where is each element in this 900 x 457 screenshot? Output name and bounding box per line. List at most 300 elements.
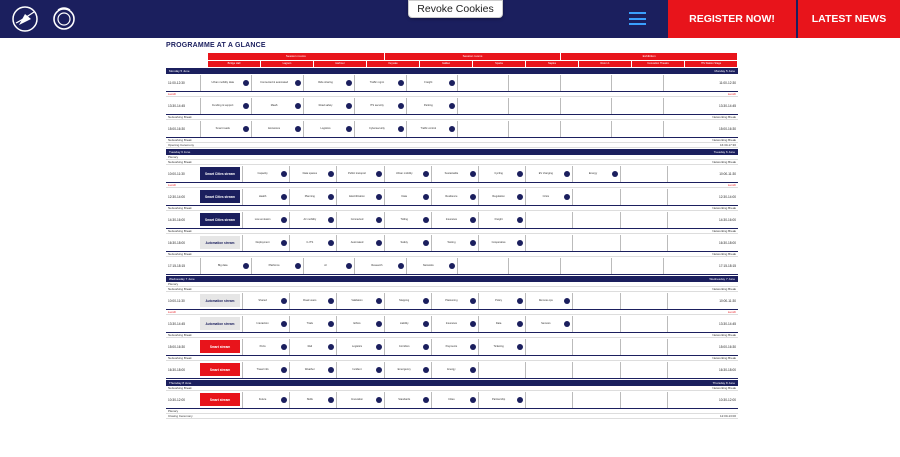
session-cells [200,75,714,91]
session-time: 10:30-12:00 [168,397,186,402]
session-cell[interactable] [289,316,336,332]
session-row [166,361,738,379]
session-title: Connected & automated [260,81,289,84]
table-column-header [208,61,738,67]
session-cell[interactable] [251,75,302,91]
session-time-right: 15:00-16:30 [718,344,736,349]
session-cell[interactable] [525,316,572,332]
session-info-icon[interactable] [328,397,334,403]
session-cell[interactable] [384,293,431,309]
session-cell[interactable] [354,121,405,137]
session-info-icon[interactable] [398,263,404,269]
break-label: Networking Break [168,115,192,119]
session-info-icon[interactable] [281,240,287,246]
session-title: Ticketing [493,345,504,348]
session-row [166,97,738,115]
session-cell[interactable] [406,258,457,274]
session-cell[interactable] [478,392,525,408]
session-cell[interactable] [303,75,354,91]
session-cell[interactable] [336,189,383,205]
session-info-icon[interactable] [346,103,352,109]
session-cell [525,212,572,228]
session-cell[interactable] [431,293,478,309]
session-title: Energy [588,172,598,175]
session-info-icon[interactable] [243,80,249,86]
session-info-icon[interactable] [423,397,429,403]
session-info-icon[interactable] [376,344,382,350]
session-cell[interactable] [572,166,619,182]
session-time: 13:30-14:45 [168,103,186,108]
column-group-label: Session rooms [208,53,385,60]
session-cell[interactable] [431,166,478,182]
session-cell[interactable] [384,166,431,182]
session-info-icon[interactable] [243,126,249,132]
session-row [166,188,738,206]
session-cell[interactable] [242,189,289,205]
break-label: Plenary [168,155,179,159]
session-cell [667,212,714,228]
session-cell[interactable] [478,212,525,228]
session-cell [560,98,611,114]
column-group-label: Session rooms [385,53,562,60]
session-info-icon[interactable] [517,321,523,327]
session-cell[interactable] [251,98,302,114]
session-cell[interactable] [478,166,525,182]
session-cell [560,258,611,274]
session-cells [200,98,714,114]
session-cell [572,362,619,378]
session-info-icon[interactable] [470,367,476,373]
session-info-icon[interactable] [423,240,429,246]
session-cell[interactable] [336,166,383,182]
break-label-right: Networking Break [712,115,736,119]
break-label-right: Networking Break [712,252,736,256]
session-cell[interactable] [336,339,383,355]
stream-label: Automation stream [200,294,240,307]
session-row [166,391,738,409]
session-cell [572,392,619,408]
session-info-icon[interactable] [470,397,476,403]
session-cell[interactable] [336,293,383,309]
session-info-icon[interactable] [281,171,287,177]
session-title: Mapping [399,299,410,302]
session-info-icon[interactable] [423,321,429,327]
session-info-icon[interactable] [346,126,352,132]
session-cell[interactable] [354,258,405,274]
day-label-right: Wednesday 7 June [709,277,735,281]
session-cell[interactable] [478,189,525,205]
session-info-icon[interactable] [470,344,476,350]
stream-label: Smart Cities stream [200,190,240,203]
session-info-icon[interactable] [423,298,429,304]
session-cell [525,362,572,378]
session-cell [611,121,662,137]
session-info-icon[interactable] [281,344,287,350]
session-info-icon[interactable] [612,171,618,177]
session-cell [663,121,714,137]
session-info-icon[interactable] [517,397,523,403]
session-title: Travel info [256,368,269,371]
session-time-right: 13:30-14:45 [718,103,736,108]
session-time: 16:30-18:00 [168,367,186,372]
session-info-icon[interactable] [328,367,334,373]
session-info-icon[interactable] [346,263,352,269]
session-cell [478,362,525,378]
session-cell [525,235,572,251]
day-label-right: Tuesday 6 June [713,150,735,154]
session-info-icon[interactable] [449,80,455,86]
session-title: Ride sharing [318,81,333,84]
column-header-label: ITS Station Stage [685,61,738,67]
session-info-icon[interactable] [328,298,334,304]
session-info-icon[interactable] [423,367,429,373]
session-cell [572,293,619,309]
session-cell[interactable] [289,212,336,228]
session-cell[interactable] [478,339,525,355]
session-info-icon[interactable] [470,298,476,304]
session-time-right: 10:30-12:00 [718,397,736,402]
session-cell[interactable] [384,189,431,205]
session-cell [457,75,508,91]
session-info-icon[interactable] [423,171,429,177]
session-cell [572,235,619,251]
session-cells [242,392,714,408]
session-info-icon[interactable] [376,367,382,373]
stream-label: Smart Cities stream [200,167,240,180]
session-title: Future [258,398,267,401]
session-info-icon[interactable] [295,126,301,132]
session-info-icon[interactable] [564,194,570,200]
session-info-icon[interactable] [328,217,334,223]
session-info-icon[interactable] [398,126,404,132]
session-cell[interactable] [242,235,289,251]
session-info-icon[interactable] [281,217,287,223]
session-info-icon[interactable] [423,194,429,200]
day-label: Thursday 8 June [169,381,192,385]
break-label: Networking Break [168,252,192,256]
session-cell[interactable] [289,235,336,251]
session-title: Corridors [398,345,410,348]
session-info-icon[interactable] [517,240,523,246]
session-cell[interactable] [525,293,572,309]
session-cell[interactable] [431,339,478,355]
session-cell[interactable] [406,75,457,91]
session-cell[interactable] [384,235,431,251]
break-label-right: Networking Break [712,287,736,291]
session-cell [667,189,714,205]
session-cell [667,235,714,251]
session-title: Validation [351,299,363,302]
menu-icon[interactable] [629,12,646,25]
session-info-icon[interactable] [328,194,334,200]
session-cell [508,75,559,91]
session-info-icon[interactable] [328,171,334,177]
rocket-logo-icon[interactable] [12,6,38,32]
session-cell[interactable] [336,235,383,251]
session-info-icon[interactable] [295,103,301,109]
session-cell[interactable] [384,212,431,228]
session-time-right: 16:30-18:00 [718,367,736,372]
session-info-icon[interactable] [281,367,287,373]
session-cell [572,339,619,355]
session-row [166,120,738,138]
session-info-icon[interactable] [449,126,455,132]
session-cell[interactable] [354,75,405,91]
session-cell [620,362,667,378]
session-title: Standards [398,398,411,401]
session-info-icon[interactable] [295,80,301,86]
session-cell[interactable] [336,316,383,332]
session-row [166,292,738,310]
stream-label: Smart stream [200,363,240,376]
session-time: 12:30-14:00 [168,194,186,199]
session-cells [242,189,714,205]
session-info-icon[interactable] [376,217,382,223]
session-info-icon[interactable] [564,298,570,304]
session-time-right: 10:00-11:30 [719,298,736,303]
session-cell[interactable] [431,392,478,408]
session-info-icon[interactable] [376,240,382,246]
session-title: Cycling [494,172,503,175]
session-cell[interactable] [303,98,354,114]
session-info-icon[interactable] [398,103,404,109]
session-title: Freight [424,81,433,84]
break-label-right: Networking Break [712,160,736,164]
session-info-icon[interactable] [328,240,334,246]
stream-label: Smart stream [200,340,240,353]
session-cell[interactable] [242,339,289,355]
session-cell [572,316,619,332]
session-title: Incident [352,368,362,371]
session-info-icon[interactable] [376,298,382,304]
programme-table [166,53,738,419]
session-cell[interactable] [303,258,354,274]
break-label: Closing Ceremony [168,414,193,418]
session-cell[interactable] [336,212,383,228]
session-title: Insurance [445,322,458,325]
session-info-icon[interactable] [376,171,382,177]
column-header-label: Harbour [314,61,367,67]
session-info-icon[interactable] [281,321,287,327]
session-info-icon[interactable] [398,80,404,86]
session-cell[interactable] [289,189,336,205]
session-title: Air mobility [303,218,317,221]
session-time: 10:00-11:30 [168,171,185,176]
session-cell[interactable] [478,235,525,251]
session-cell [508,121,559,137]
session-info-icon[interactable] [564,321,570,327]
session-info-icon[interactable] [376,321,382,327]
session-title: Data spaces [302,172,318,175]
session-info-icon[interactable] [376,397,382,403]
stream-label: Smart stream [200,393,240,406]
session-title: Tolling [400,218,408,221]
session-info-icon[interactable] [423,217,429,223]
break-label-right: Lunch [727,183,736,187]
session-info-icon[interactable] [243,263,249,269]
session-time: 13:30-14:45 [168,321,186,326]
session-info-icon[interactable] [281,298,287,304]
session-cell[interactable] [242,316,289,332]
page-title: PROGRAMME AT A GLANCE [166,42,266,49]
session-info-icon[interactable] [470,194,476,200]
break-label-right: Lunch [727,92,736,96]
session-cell[interactable] [431,189,478,205]
session-title: Emergency [397,368,411,371]
session-cell[interactable] [406,98,457,114]
session-info-icon[interactable] [281,194,287,200]
session-cell [572,212,619,228]
session-cell[interactable] [384,316,431,332]
break-label-right: 12:00-13:00 [719,414,736,418]
session-info-icon[interactable] [470,171,476,177]
session-cell[interactable] [525,166,572,182]
session-title: Trials [306,322,313,325]
break-label: Networking Break [168,160,192,164]
break-label: Networking Break [168,333,192,337]
session-info-icon[interactable] [470,240,476,246]
session-title: Policy [495,299,503,302]
stream-label: Smart Cities stream [200,213,240,226]
session-cell [572,189,619,205]
session-title: Payments [445,345,458,348]
day-label: Monday 5 June [169,69,190,73]
session-info-icon[interactable] [328,321,334,327]
session-title: Logistics [351,345,363,348]
session-info-icon[interactable] [449,263,455,269]
session-title: Liability [399,322,409,325]
session-cell[interactable] [242,392,289,408]
session-cell[interactable] [242,212,289,228]
session-time-right: 14:30-16:00 [718,217,736,222]
session-cell[interactable] [431,212,478,228]
session-cell[interactable] [384,339,431,355]
session-cell[interactable] [200,75,251,91]
session-cell [457,98,508,114]
table-group-header [208,53,738,60]
session-info-icon[interactable] [517,298,523,304]
session-info-icon[interactable] [346,80,352,86]
session-title: Road users [303,299,317,302]
break-label-right: Networking Break [712,356,736,360]
session-title: Public transport [347,172,367,175]
session-title: Parking [423,104,433,107]
session-cell [560,121,611,137]
session-info-icon[interactable] [423,344,429,350]
session-cell[interactable] [354,98,405,114]
session-cell[interactable] [303,121,354,137]
session-cell[interactable] [289,392,336,408]
session-cell[interactable] [336,362,383,378]
session-title: Traffic mgmt [369,81,385,84]
session-cell [525,392,572,408]
day-label: Wednesday 7 June [169,277,195,281]
session-cell[interactable] [200,121,251,137]
session-cell [620,339,667,355]
session-info-icon[interactable] [517,171,523,177]
session-info-icon[interactable] [517,344,523,350]
session-row [166,315,738,333]
register-now-button[interactable]: REGISTER NOW! [668,0,796,38]
session-title: Innovation [351,398,363,401]
session-title: Shared [258,299,267,302]
session-info-icon[interactable] [470,217,476,223]
session-cell[interactable] [200,258,251,274]
session-title: Data [401,195,407,198]
session-cell[interactable] [289,362,336,378]
session-cell[interactable] [431,362,478,378]
session-info-icon[interactable] [564,171,570,177]
latest-news-button[interactable]: LATEST NEWS [798,0,900,38]
session-info-icon[interactable] [517,194,523,200]
session-cell[interactable] [251,121,302,137]
session-info-icon[interactable] [376,194,382,200]
break-label-right: Networking Break [712,333,736,337]
swirl-logo-icon[interactable] [52,6,76,32]
session-cell [620,189,667,205]
session-time-right: 10:00-11:30 [719,171,736,176]
session-cell[interactable] [525,189,572,205]
session-cell[interactable] [242,293,289,309]
session-title: Remote ops [538,299,553,302]
session-cell[interactable] [289,293,336,309]
session-cell [620,293,667,309]
session-title: Regulation [492,195,505,198]
session-title: Traffic control [420,127,437,130]
session-cell[interactable] [478,293,525,309]
session-cell [611,258,662,274]
session-cell [667,392,714,408]
session-cells [242,212,714,228]
session-info-icon[interactable] [517,217,523,223]
session-cell[interactable] [478,316,525,332]
session-info-icon[interactable] [243,103,249,109]
session-cell[interactable] [336,392,383,408]
session-info-icon[interactable] [281,397,287,403]
session-cell [525,339,572,355]
session-cell[interactable] [406,121,457,137]
session-title: Ports [259,345,266,348]
session-cell[interactable] [289,339,336,355]
session-cell[interactable] [289,166,336,182]
session-info-icon[interactable] [470,321,476,327]
session-cell[interactable] [251,258,302,274]
session-cell[interactable] [431,316,478,332]
session-cell [667,293,714,309]
session-title: Big data [217,264,228,267]
session-time: 16:30-18:00 [168,240,186,245]
break-label: Networking Break [168,386,192,390]
session-cell[interactable] [384,362,431,378]
column-header-label: Keyvate [367,61,420,67]
session-title: Deployment [255,241,270,244]
break-label-right: Lunch [727,310,736,314]
session-cell[interactable] [431,235,478,251]
session-cell [620,235,667,251]
session-info-icon[interactable] [328,344,334,350]
session-title: AI [324,264,327,267]
session-title: Health [258,195,267,198]
session-info-icon[interactable] [295,263,301,269]
session-cell[interactable] [200,98,251,114]
revoke-cookies-button[interactable]: Revoke Cookies [408,0,503,18]
session-cell[interactable] [242,362,289,378]
session-title: Freight [494,218,503,221]
session-cell[interactable] [384,392,431,408]
session-cell[interactable] [242,166,289,182]
session-title: Platooning [445,299,458,302]
session-info-icon[interactable] [449,103,455,109]
